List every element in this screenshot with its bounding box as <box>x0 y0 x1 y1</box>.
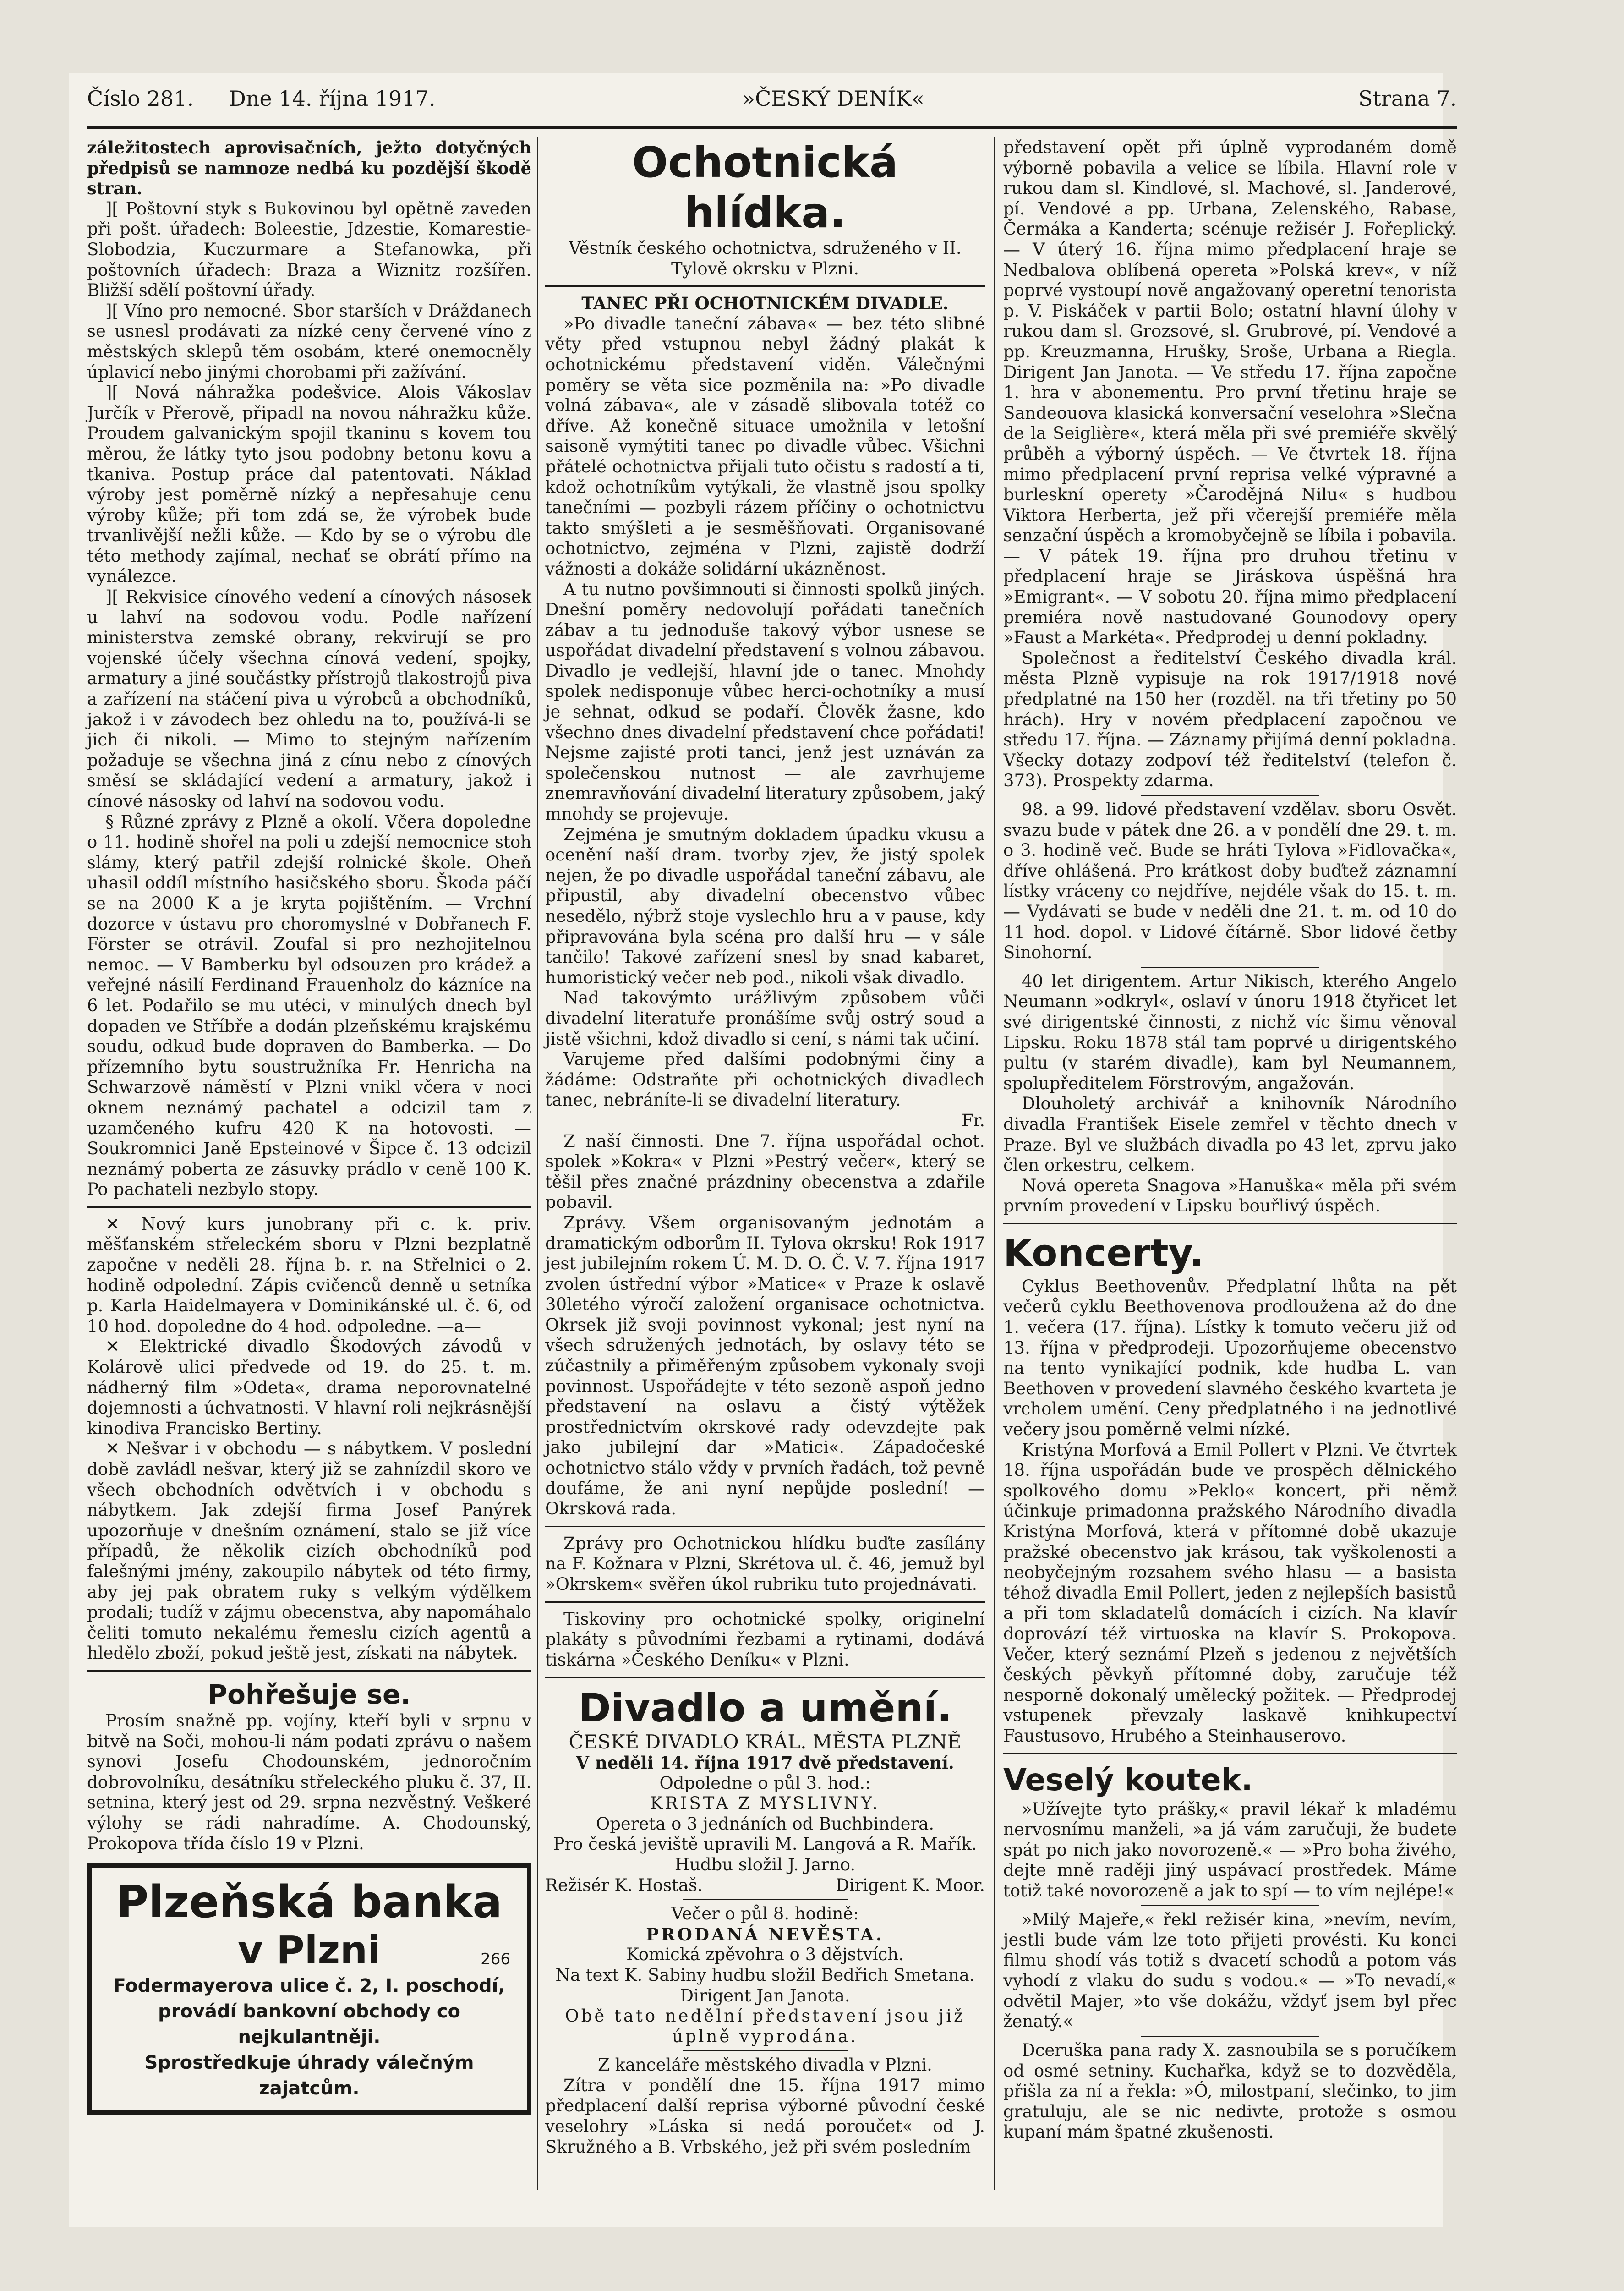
article: ✕ Elektrické divadlo Škodových závodů v Kolárově ulici předvede od 19. do 25. t. m. nádherný film »Odeta«, drama neporovnatelné dojemnosti a úchvatnosti. V hlavní roli nejkrásnější kinodiva Francisko Bertiny. <box>87 1337 531 1438</box>
notice-text: Prosím snažně pp. vojíny, kteří byli v srpnu v bitvě na Soči, mohou-li nám podati zprávu o našem synovi Josefu Chodounském, jednoročním dobrovolníku, desátníku střeleckého pluku č. 37, II. setnina, který jest od 29. srpna nezvěstný. Veškeré výlohy se rádi nahradíme. A. Chodounský, Prokopova třída číslo 19 v Plzni. <box>87 1710 531 1853</box>
programme-conductor: Dirigent K. Moor. <box>835 1875 985 1895</box>
divider <box>87 1670 531 1672</box>
article-headline: TANEC PŘI OCHOTNICKÉM DIVADLE. <box>581 293 949 314</box>
article: představení opět při úplně vyprodaném domě výborně pobavila a velice se líbila. Hlavní role v rukou dam sl. Kindlové, sl. Machové, sl. Janderové, pí. Vendové a pp. Urbana, Zelenského, Rabase, Čermáka a Kanderta; scénuje režisér J. Fořeplický. — V úterý 16. října mimo předplacení hraje se Nedbalova oblíbená opereta »Polská krev«, v níž poprvé vystoupí nově angažovaný operetní tenorista p. V. Piskáček v partii Bolo; ostatní hlavní úlohy v rukou dam sl. Grozsové, sl. Grubrové, pí. Vendové a pp. Kreuzmanna, Hrušky, Sroše, Urbana a Riegla. Dirigent Jan Janota. — Ve středu 17. října započne 1. hra v abonementu. Pro první třetinu hraje se Sandeouova klasická konversační veselohra »Slečna de la Seiglière«, která měla při své premiéře skvělý průběh a výborný úspěch. — Ve čtvrtek 18. října mimo předplacení první reprisa velké výpravné a burleskní operety »Čarodějná Nilu« s hudbou Viktora Herberta, jež při včerejší premiéře měla senzační úspěch a kromobyčejně se líbila i pobavila. — V pátek 19. října pro druhou třetinu v předplacení hraje se Jiráskova úspěšná hra »Emigrant«. — V sobotu 20. října mimo předplacení premiéra nově nastudované Gounodovy opery »Faust a Markéta«. Předprodej u denní pokladny. <box>1003 137 1457 648</box>
article: ✕ Nešvar i v obchodu — s nábytkem. V poslední době zavládl nešvar, který již se zahnízdil skoro ve všech obchodních odvětvích i v obchodu s nábytkem. Jak zdejší firma Josef Panýrek upozorňuje v dnešním oznámení, stalo se již více případů, že několik cizích obchodníků pod falešnými jmény, zakoupilo nábytek od této firmy, aby jej pak obratem ruky s velkým výdělkem prodali; tudíž v zájmu obecenstva, aby napomáhalo čeliti tomuto nekalému řemeslu cizích agentů a hledělo zboží, pokud ještě jest, získati na nábytek. <box>87 1439 531 1663</box>
ad-address: Fodermayerova ulice č. 2, I. poschodí, <box>113 1975 505 1997</box>
programme-line: Opereta o 3 jednáních od Buchbindera. <box>596 1814 935 1834</box>
page-number: Strana 7. <box>1358 86 1457 111</box>
column-left <box>87 137 531 2115</box>
column-middle <box>545 137 985 2157</box>
joke: Dceruška pana rady X. zasnoubila se s poručíkem od osmé setniny. Kuchařka, když se to dozvěděla, přišla za ní a řekla: »Ó, milostpaní, slečinko, to jim gratuluju, ale se nic nedivte, protože s osmou kupaní mám špatné zkušenosti. <box>1003 2040 1457 2142</box>
office-notice-title: Z kanceláře městského divadla v Plzni. <box>598 2055 932 2075</box>
humor-section-title: Veselý koutek. <box>1003 1762 1253 1798</box>
article: Tiskoviny pro ochotnické spolky, originelní plakáty s původními řezbami a rytinami, dodává tiskárna »Českého Deníku« v Plzni. <box>545 1609 985 1670</box>
programme-line: Dirigent Jan Janota. <box>680 1985 850 2006</box>
article: A tu nutno povšimnouti si činnosti spolků jiných. Dnešní poměry nedovolují pořádati tanečních zábav a tu jednoduše takový výbor usnese se uspořádat divadelní představení s volnou zábavou. Divadlo je vedlejší, hlavní jde o tanec. Mnohdy spolek nedisponuje vůbec herci-ochotníky a musí je sehnat, odkud se podaří. Člověk žasne, kdo všechno dnes divadelní představení chce pořádati! Nejsme zajisté proti tanci, jenž jest uznáván za společenskou nutnost — ale zavrhujeme znemravňování divadelní literatury způsobem, jaký mnohdy se projevuje. <box>545 579 985 824</box>
divider <box>545 285 985 287</box>
programme-play-title: PRODANÁ NEVĚSTA. <box>646 1924 884 1945</box>
ad-city-text: v Plzni <box>238 1928 381 1973</box>
divider <box>1003 1753 1457 1754</box>
ad-number: 266 <box>481 1950 510 1969</box>
divider <box>683 1899 848 1900</box>
article: Zprávy pro Ochotnickou hlídku buďte zasílány na F. Kožnara v Plzni, Skrétova ul. č. 46, jemuž byl »Okrskem« svěřen úkol rubriku tuto projednávati. <box>545 1533 985 1594</box>
joke: »Užívejte tyto prášky,« pravil lékař k mladému nervosnímu manželi, »a já vám zaručuji, že budete spát po nich jako novorozeně.« — »Pro boha živého, dejte mně raději jiný uspávací prostředek. Máme totiž také novorozeně a jak to spí — to vím nejlépe!« <box>1003 1799 1457 1901</box>
divider <box>545 1526 985 1527</box>
article: Z naší činnosti. Dne 7. října uspořádal ochot. spolek »Kokra« v Plzni »Pestrý večer«, který se těšil přes značné prázdniny obecenstva a zdařile pobavil. <box>545 1131 985 1212</box>
ad-bank-name: Plzeňská banka <box>116 1876 503 1928</box>
divider <box>683 2050 848 2051</box>
programme-line: Pro česká jeviště upravili M. Langová a R. Mařík. <box>553 1834 977 1854</box>
article: Zprávy. Všem organisovaným jednotám a dramatickým odborům II. Tylova okrsku! Rok 1917 jest jubilejním rokem Ú. M. D. O. Č. V. 7. října 1917 zvolen ústřední výbor »Matice« v Praze k oslavě 30letého výročí založení organisace ochotnictva. Okrsek již svoji povinnost vykonal; jest nyní na všech sdružených jednotách, by oslavy této se zúčastnily a přiměřeným způsobem vykonaly svoji povinnost. Uspořádejte v této sezoně aspoň jedno představení na oslavu a čistý výtěžek prostřednictvím okrskové rady odevzdejte pak jako jubilejní dar »Matici«. Západočeské ochotnictvo stálo vždy v prvních řadách, tož pevně doufáme, že ani nyní nepůjde poslední! — Okrsková rada. <box>545 1212 985 1519</box>
programme-note: Obě tato nedělní představení jsou již úplně vyprodána. <box>565 2006 965 2046</box>
notice-title: Pohřešuje se. <box>208 1678 411 1710</box>
programme-credits <box>545 1875 985 1896</box>
article: Cyklus Beethovenův. Předplatní lhůta na pět večerů cyklu Beethovenova prodloužena až do dne 1. večera (17. října). Lístky k tomuto večeru již od 13. října v předprodeji. Upozorňujeme obecenstvo na tento vynikající podnik, kde hudba L. van Beethoven v provedení slavného českého kvarteta je vrcholem umění. Ceny předplatného i na jednotlivé večery jsou poměrně velmi nízké. <box>1003 1276 1457 1440</box>
theatre-section-title: Divadlo a umění. <box>578 1685 952 1732</box>
programme-line: Na text K. Sabiny hudbu složil Bedřich Smetana. <box>555 1965 975 1985</box>
newspaper-title: »ČESKÝ DENÍK« <box>742 86 924 111</box>
section-title: Ochotnická hlídka. <box>632 138 898 237</box>
article: 40 let dirigentem. Artur Nikisch, kterého Angelo Neumann »odkryl«, oslaví v únoru 1918 čtyřicet let své dirigentské činnosti, z nichž víc šimu věnoval Lipsku. Roku 1878 stál tam poprvé u dirigentského pultu (v starém divadle), kam byl Neumannem, spolupředitelem Förstrovým, angažován. <box>1003 971 1457 1093</box>
issue-number: Číslo 281. <box>87 86 194 111</box>
article: ][ Rekvisice cínového vedení a cínových násosek u lahví na sodovou vodu. Podle nařízení ministerstva zemské obrany, rekvirují se pro vojenské účely všechna cínová vedení, spojky, armatury a jiné součástky přístrojů tlakostrojů piva a zařízení na stáčení piva u výrobců a obchodníků, jakož i v závodech bez ohledu na to, používá-li se jich či nikoli. — Mimo to stejným nařízením požaduje se všechna jiná z cínu nebo z cínových směsí se skládající vedení a armatury, jakož i cínové násosky od lahví na sodovou vodu. <box>87 587 531 811</box>
divider <box>87 1206 531 1208</box>
article: ][ Víno pro nemocné. Sbor starších v Dráždanech se usnesl prodávati za nízké ceny červené víno z městských sklepů těm osobám, které onemocněly úplavicí nebo jinými chorobami při zažívání. <box>87 301 531 382</box>
programme-line: Večer o půl 8. hodině: <box>671 1904 859 1924</box>
article: Dlouholetý archivář a knihovník Národního divadla František Eisele zemřel v těchto dnech v Praze. Byl ve službách divadla po 43 let, zprvu jako člen orkestru, celkem. <box>1003 1094 1457 1175</box>
programme-director: Režisér K. Hostaš. <box>545 1875 703 1895</box>
article: Zejména je smutným dokladem úpadku vkusu a ocenění naší dram. tvorby zjev, že jistý spolek nejen, že po divadle uspořádal taneční zábavu, ale připustil, aby divadelní obecenstvo vůbec nesedělo, nýbrž stoje vyslechlo hru a v pause, kdy připravována byla scéna pro další hru — v sále tančilo! Takové zařízení snesl by snad kabaret, humoristický večer neb pod., nikoli však divadlo. <box>545 824 985 987</box>
article: Nad takovýmto urážlivým způsobem vůči divadelní literatuře pronášíme svůj ostrý soud a jistě všichni, kdož divadlo si cení, s námi tak učiní. <box>545 988 985 1049</box>
divider <box>1141 2036 1319 2037</box>
header-rule <box>87 126 1457 129</box>
ad-service: provádí bankovní obchody co nejkulantněji. <box>158 2001 461 2048</box>
column-divider <box>994 137 995 2190</box>
programme-line: Komická zpěvohra o 3 dějstvích. <box>626 1945 904 1965</box>
bank-advertisement <box>87 1863 531 2115</box>
article: § Různé zprávy z Plzně a okolí. Včera dopoledne o 11. hodině shořel na poli u zdejší nemocnice stoh slámy, který patřil zdejší rolnické škole. Oheň uhasil oddíl místního hasičského sboru. Škoda páčí se na 2000 K a je kryta pojištěním. — Vrchní dozorce v ústavu pro choromyslné v Dobřanech F. Förster se otrávil. Zoufal si pro nezhojitelnou nemoc. — V Bamberku byl odsouzen pro krádež a veřejné násilí Ferdinand Frauenholz do kázníce na 6 let. Podařilo se mu utéci, v minulých dnech byl dopaden ve Stříbře a dodán plzeňskému krajskému soudu, odkud bude dopraven do Bamberka. — Do přízemního bytu soustružníka Fr. Henricha na Schwarzově náměstí v Plzni vnikl včera v noci oknem neznámý pachatel a odcizil tam z uzamčeného kufru 420 K na hotovosti. — Soukromnici Janě Epsteinové v Šipce č. 13 odcizil neznámý poberta ze zásuvky prádlo v ceně 100 K. Po pachateli nezbylo stopy. <box>87 811 531 1200</box>
divider <box>545 1601 985 1603</box>
programme-line: Odpoledne o půl 3. hod.: <box>659 1773 871 1793</box>
theatre-subtitle: ČESKÉ DIVADLO KRÁL. MĚSTA PLZNĚ <box>569 1731 962 1754</box>
programme-line: V neděli 14. října 1917 dvě představení. <box>576 1752 954 1773</box>
divider <box>1141 967 1319 968</box>
column-right <box>1003 137 1457 2143</box>
divider <box>1141 1905 1319 1906</box>
article-signature: Fr. <box>961 1110 985 1130</box>
concert-section-title: Koncerty. <box>1003 1231 1204 1275</box>
article: 98. a 99. lidové představení vzdělav. sboru Osvět. svazu bude v pátek dne 26. a v pondělí dne 29. t. m. o 3. hodině več. Bude se hráti Tylova »Fidlovačka«, dříve ohlášená. Pro krátkost doby buďtež záznamní lístky vráceny co nejdříve, nejdéle však do 15. t. m. — Vydávati se bude v neděli dne 21. t. m. od 10 do 11 hod. dopol. v Lidové čítárně. Sbor lidové četby Sinohorní. <box>1003 800 1457 963</box>
divider <box>545 1677 985 1678</box>
divider <box>1003 1223 1457 1224</box>
article: Varujeme před dalšími podobnými činy a žádáme: Odstraňte při ochotnických divadlech tanec, nebráníte-li se divadelní literatury. <box>545 1049 985 1110</box>
page-header <box>87 86 1457 118</box>
divider <box>1141 795 1319 796</box>
article: Nová opereta Snagova »Hanuška« měla při svém prvním provedení v Lipsku bouřlivý úspěch. <box>1003 1175 1457 1216</box>
article: Zítra v pondělí dne 15. října 1917 mimo předplacení další reprisa výborné původní české veselohry »Láska si nedá poroučet« od J. Skružného a B. Vrbského, jež při svém posledním <box>545 2075 985 2157</box>
column-divider <box>537 137 538 2190</box>
article: ✕ Nový kurs junobrany při c. k. priv. měšťanském střeleckém sboru v Plzni bezplatně započne v neděli 28. října b. r. na Střelnici o 2. hodině odpolední. Zápis cvičenců denně u setníka p. Karla Haidelmayera v Dominikánské ul. č. 6, od 10 hod. dopoledne do 4 hod. odpoledne. —a— <box>87 1214 531 1336</box>
programme-line: Hudbu složil J. Jarno. <box>674 1854 856 1874</box>
article: »Po divadle taneční zábava« — bez této slibné věty před vstupnou nebyl žádný plakát k ochotnickému představení viděn. Válečnými poměry se věta sice pozměnila na: »Po divadle volná zábava«, ale v zásadě slibovala totéž co dříve. Až konečně situace umožnila v letošní saisoně vymýtiti tanec po divadle vůbec. Všichni přátelé ochotnictva přijali tuto očistu s radostí a ti, kdož ochotníkům vytýkali, že vlastně jsou spolky tanečními — pozbyli rázem příčiny o ochotnictvu takto smýšleti a je sesměšňovati. Organisované ochotnictvo, zejména v Plzni, zajistě dodrží vážnosti a dokáže solidární ukázněnost. <box>545 313 985 579</box>
joke: »Milý Majeře,« řekl režisér kina, »nevím, nevím, jestli bude vám lze toto přijeti provésti. Ku konci filmu shodí vás totiž s dvacetí schodů a potom vás vyhodí z vlaku do sudu s vodou.« — »To nevadí,« odvětil Majer, »to vše dokážu, vždyť jsem byl přec ženatý.« <box>1003 1909 1457 2032</box>
ad-service-2: Sprostředkuje úhrady válečným zajatcům. <box>144 2052 474 2099</box>
article: ][ Poštovní styk s Bukovinou byl opětně zaveden při pošt. úřadech: Boleestie, Jdzestie, Komarestie-Slobodzia, Kuczurmare a Stefanowka, při poštovních úřadech: Braza a Wiznitz rozšířen. Bližší sdělí poštovní úřady. <box>87 198 531 301</box>
issue-date: Dne 14. října 1917. <box>229 86 436 111</box>
section-subtitle: Věstník českého ochotnictva, sdruženého v II. Tylově okrsku v Plzni. <box>569 238 962 279</box>
article: Kristýna Morfová a Emil Pollert v Plzni. Ve čtvrtek 18. října uspořádán bude ve prospěch dělnického spolkového domu »Peklo« koncert, při němž účinkuje primadonna pražského Národního divadla Kristýna Morfová, která v přítomné době ukazuje pražské obecenstvo jak krásou, tak vyškolenosti a neobyčejným rozsahem svého hlasu — a basista téhož divadla Emil Pollert, jeden z nejlepších basistů a při tom skladatelů domácích i cizích. Na klavír doprovází též virtuoska na klavír S. Prokopova. Večer, který seznámí Plzeň s jedenou z největších českých pěvkyň přítomné doby, zaručuje též nesporně dokonalý umělecký požitek. — Předprodej vstupenek převzaly laskavě knihkupectví Faustusovo, Hrubého a Steinhauserovo. <box>1003 1440 1457 1746</box>
article: Společnost a ředitelství Českého divadla král. města Plzně vypisuje na rok 1917/1918 nové předplatné na 150 her (rozděl. na tři třetiny po 50 hrách). Hry v novém předplacení započnou ve středu 17. října. — Záznamy přijímá denní pokladna. Všecky dotazy zodpoví též ředitelství (telefon č. 373). Prospekty zdarma. <box>1003 648 1457 791</box>
article: záležitostech aprovisačních, ježto dotyčných předpisů se namnoze nedbá ku pozdější škodě stran. <box>87 137 531 199</box>
article: ][ Nová náhražka podešvice. Alois Vákoslav Jurčík v Přerově, připadl na novou náhražku kůže. Proudem galvanickým spojil tkaninu s kovem tou měrou, že látky tyto jsou podobny betonu kovu a tkaniva. Postup práce dal patentovati. Náklad výroby jest poměrně nízký a nepřesahuje cenu výroby kůže; při tom zdá se, že výrobek bude trvanlivější nežli kůže. — Kdo by se o výrobu dle této methody zajímal, nechať se obrátí přímo na vynálezce. <box>87 383 531 586</box>
programme-play-title: KRISTA Z MYSLIVNY. <box>650 1793 880 1814</box>
ad-bank-city <box>104 1927 515 1973</box>
